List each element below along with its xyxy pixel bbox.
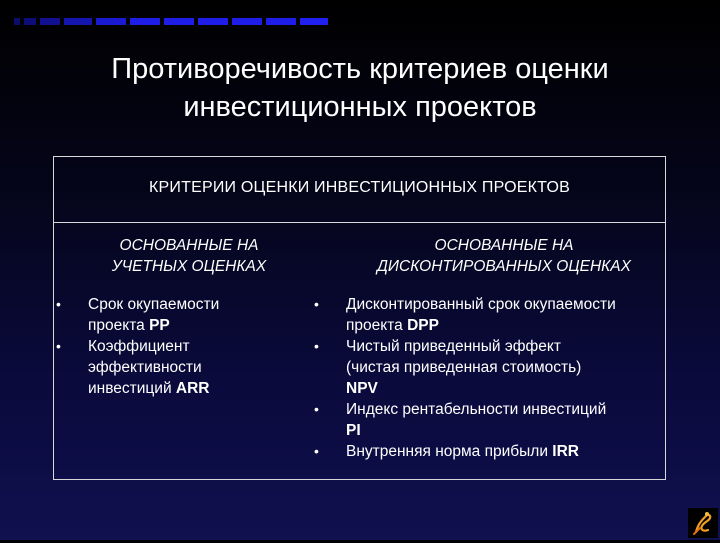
list-item [312, 336, 667, 399]
bar-segment [40, 18, 60, 25]
item-text: проекта PP [88, 317, 170, 334]
item-text: (чистая приведенная стоимость) [346, 359, 582, 376]
list-item [312, 441, 667, 462]
logo-icon [688, 508, 718, 538]
bullet-icon: • [314, 296, 319, 312]
slide-title [40, 50, 680, 126]
criterion-abbr: PI [346, 422, 361, 439]
criteria-table [53, 156, 666, 480]
criterion-abbr: IRR [552, 443, 579, 460]
bar-segment [266, 18, 296, 25]
bar-segment [130, 18, 160, 25]
column-heading-line: УЧЕТНЫХ ОЦЕНКАХ [111, 258, 267, 275]
item-text: проекта DPP [346, 317, 439, 334]
bullet-icon: • [314, 443, 319, 459]
column-heading-line: ДИСКОНТИРОВАННЫХ ОЦЕНКАХ [377, 258, 631, 275]
criterion-abbr: ARR [175, 380, 210, 397]
bullet-icon: • [56, 296, 61, 312]
bar-segment [24, 18, 36, 25]
bar-segment [300, 18, 328, 25]
slide-title-line2: инвестиционных проектов [183, 91, 537, 123]
slide-title-line1: Противоречивость критериев оценки [111, 53, 609, 85]
bar-segment [198, 18, 228, 25]
bar-segment [64, 18, 92, 25]
item-text: Коэффициент [88, 338, 190, 355]
list-item [54, 294, 284, 336]
table-divider [54, 222, 665, 223]
criterion-abbr: PP [149, 317, 170, 334]
bar-segment [96, 18, 126, 25]
item-text: эффективности [88, 359, 202, 376]
bullet-icon: • [314, 401, 319, 417]
bar-segment [164, 18, 194, 25]
accounting-criteria-list [54, 294, 284, 399]
column-heading-accounting [64, 235, 314, 277]
item-text [346, 420, 667, 441]
bar-segment [232, 18, 262, 25]
list-item [312, 399, 667, 441]
column-heading-line: ОСНОВАННЫЕ НА [434, 237, 574, 254]
bar-segment [14, 18, 20, 25]
list-item [54, 336, 284, 399]
table-header: КРИТЕРИИ ОЦЕНКИ ИНВЕСТИЦИОННЫХ ПРОЕКТОВ [149, 179, 570, 196]
item-text: Срок окупаемости [88, 296, 220, 313]
bullet-icon: • [56, 338, 61, 354]
column-heading-line: ОСНОВАННЫЕ НА [119, 237, 259, 254]
item-text [346, 378, 667, 399]
criterion-abbr: DPP [407, 317, 439, 334]
discounted-criteria-list [312, 294, 667, 462]
list-item [312, 294, 667, 336]
item-text: Индекс рентабельности инвестиций [346, 401, 607, 418]
bullet-icon: • [314, 338, 319, 354]
column-heading-discounted [344, 235, 664, 277]
item-text: Внутренняя норма прибыли IRR [346, 443, 579, 460]
item-text: Чистый приведенный эффект [346, 338, 561, 355]
item-text: инвестиций ARR [88, 380, 210, 397]
item-text: Дисконтированный срок окупаемости [346, 296, 616, 313]
criterion-abbr: NPV [346, 380, 378, 397]
